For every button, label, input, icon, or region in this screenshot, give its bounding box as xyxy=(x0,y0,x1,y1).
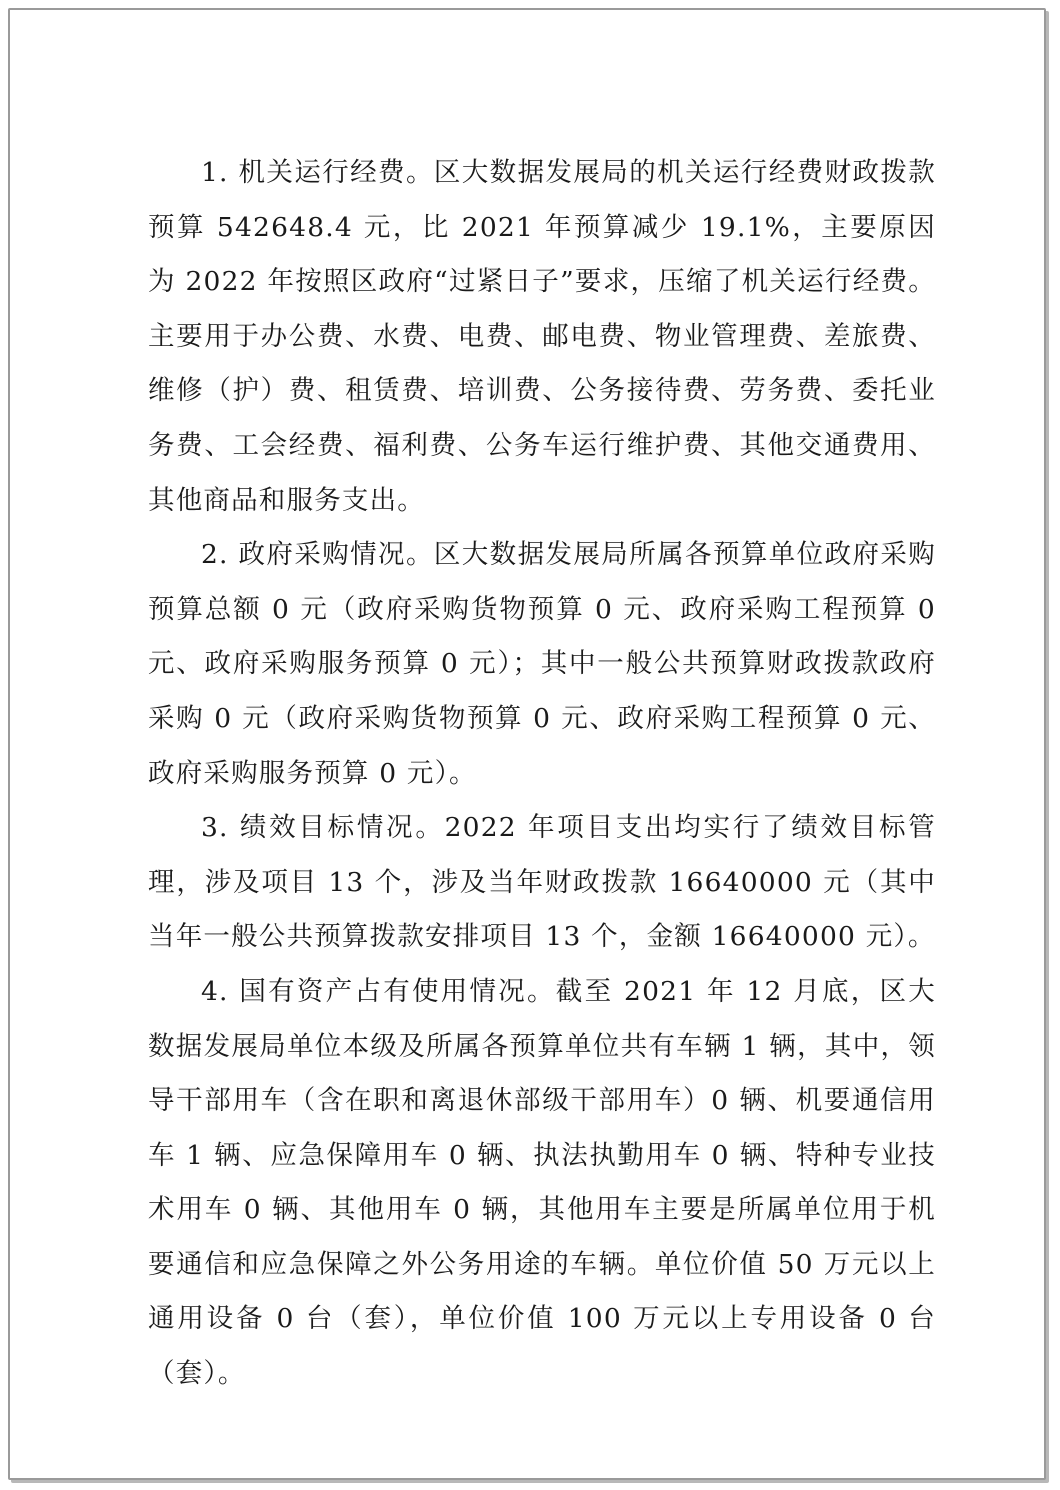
paragraph-performance-targets: 3. 绩效目标情况。2022 年项目支出均实行了绩效目标管理，涉及项目 13 个，涉及当年财政拨款 16640000 元（其中当年一般公共预算拨款安排项目 13 个，金额 16640000 元）。 xyxy=(148,812,936,953)
paragraph-state-assets: 4. 国有资产占有使用情况。截至 2021 年 12 月底，区大数据发展局单位本级及所属各预算单位共有车辆 1 辆，其中，领导干部用车（含在职和离退休部级干部用车）0 辆、机要通信用车 1 辆、应急保障用车 0 辆、执法执勤用车 0 辆、特种专业技术用车 0 辆、其他用车 0 辆，其他用车主要是所属单位用于机要通信和应急保障之外公务用途的车辆。单位价值 50 万元以上通用设备 0 台（套），单位价值 100 万元以上专用设备 0 台（套）。 xyxy=(148,975,936,1390)
document-page xyxy=(8,8,1046,1480)
paragraph-office-operating-expenses: 1. 机关运行经费。区大数据发展局的机关运行经费财政拨款预算 542648.4 元，比 2021 年预算减少 19.1%，主要原因为 2022 年按照区政府“过紧日子”要求，压缩了机关运行经费。主要用于办公费、水费、电费、邮电费、物业管理费、差旅费、维修（护）费、租赁费、培训费、公务接待费、劳务费、委托业务费、工会经费、福利费、公务车运行维护费、其他交通费用、其他商品和服务支出。 xyxy=(148,157,936,516)
document-body xyxy=(148,146,936,1402)
paragraph-government-procurement: 2. 政府采购情况。区大数据发展局所属各预算单位政府采购预算总额 0 元（政府采购货物预算 0 元、政府采购工程预算 0 元、政府采购服务预算 0 元）；其中一般公共预算财政拨款政府采购 0 元（政府采购货物预算 0 元、政府采购工程预算 0 元、政府采购服务预算 0 元）。 xyxy=(148,539,936,789)
